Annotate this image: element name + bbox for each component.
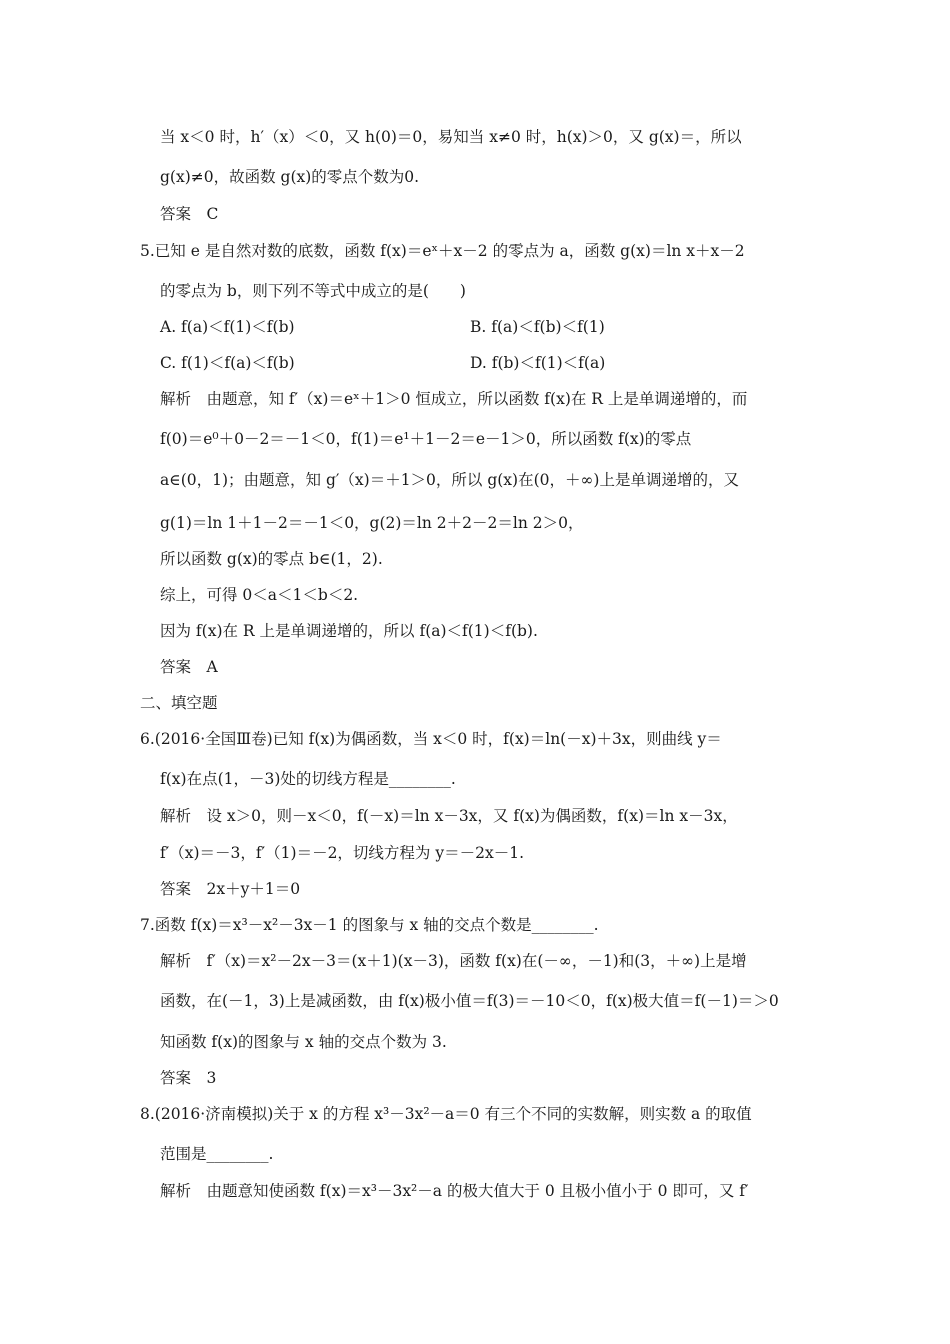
text-line: f′（x)＝－3，f′（1)＝－2，切线方程为 y＝－2x－1. (160, 844, 525, 862)
text-line: f(0)＝e⁰＋0－2＝－1＜0，f(1)＝e¹＋1－2＝e－1＞0，所以函数 f(x)的零点 (160, 430, 692, 448)
text-line: a∈(0，1)；由题意，知 g′（x)＝＋1＞0，所以 g(x)在(0，＋∞)上是单调递增的，又 (160, 471, 739, 489)
text-line: 知函数 f(x)的图象与 x 轴的交点个数为 3. (160, 1033, 447, 1051)
question-6: 6.(2016·全国Ⅲ卷)已知 f(x)为偶函数，当 x＜0 时，f(x)＝ln(－x)＋3x，则曲线 y＝ (140, 730, 722, 748)
text-line: 所以函数 g(x)的零点 b∈(1，2). (160, 550, 383, 568)
text-line: 的零点为 b，则下列不等式中成立的是( ) (160, 282, 466, 300)
answer-line: 答案 A (160, 658, 218, 676)
option-b: B. f(a)＜f(b)＜f(1) (470, 318, 605, 336)
text-line: f(x)在点(1，－3)处的切线方程是________. (160, 770, 456, 788)
question-8: 8.(2016·济南模拟)关于 x 的方程 x³－3x²－a＝0 有三个不同的实数解，则实数 a 的取值 (140, 1105, 752, 1123)
solution-line: 解析 由题意，知 f′（x)＝eˣ＋1＞0 恒成立，所以函数 f(x)在 R 上是单调递增的，而 (160, 390, 748, 408)
text-line: g(1)＝ln 1＋1－2＝－1＜0，g(2)＝ln 2＋2－2＝ln 2＞0， (160, 514, 584, 532)
text-line: 函数，在(－1，3)上是减函数，由 f(x)极小值＝f(3)＝－10＜0，f(x)极大值＝f(－1)＝＞0 (160, 992, 779, 1010)
text-line: 范围是________. (160, 1145, 274, 1163)
question-5: 5.已知 e 是自然对数的底数，函数 f(x)＝eˣ＋x－2 的零点为 a，函数 g(x)＝ln x＋x－2 (140, 242, 745, 260)
text-line: 当 x＜0 时，h′（x）＜0，又 h(0)＝0，易知当 x≠0 时，h(x)＞0，又 g(x)＝，所以 (160, 128, 742, 146)
solution-line: 解析 由题意知使函数 f(x)＝x³－3x²－a 的极大值大于 0 且极小值小于 0 即可，又 f′ (160, 1182, 749, 1200)
option-c: C. f(1)＜f(a)＜f(b) (160, 354, 295, 372)
answer-line: 答案 C (160, 205, 219, 223)
text-line: g(x)≠0，故函数 g(x)的零点个数为0. (160, 168, 420, 186)
solution-line: 解析 设 x＞0，则－x＜0，f(－x)＝ln x－3x，又 f(x)为偶函数，f(x)＝ln x－3x， (160, 807, 738, 825)
section-heading: 二、填空题 (140, 694, 218, 712)
option-a: A. f(a)＜f(1)＜f(b) (160, 318, 295, 336)
answer-line: 答案 2x＋y＋1＝0 (160, 880, 301, 898)
text-line: 综上，可得 0＜a＜1＜b＜2. (160, 586, 359, 604)
answer-line: 答案 3 (160, 1069, 217, 1087)
question-7: 7.函数 f(x)＝x³－x²－3x－1 的图象与 x 轴的交点个数是________. (140, 916, 599, 934)
text-line: 因为 f(x)在 R 上是单调递增的，所以 f(a)＜f(1)＜f(b). (160, 622, 538, 640)
option-d: D. f(b)＜f(1)＜f(a) (470, 354, 606, 372)
solution-line: 解析 f′（x)＝x²－2x－3＝(x＋1)(x－3)，函数 f(x)在(－∞，－1)和(3，＋∞)上是增 (160, 952, 747, 970)
